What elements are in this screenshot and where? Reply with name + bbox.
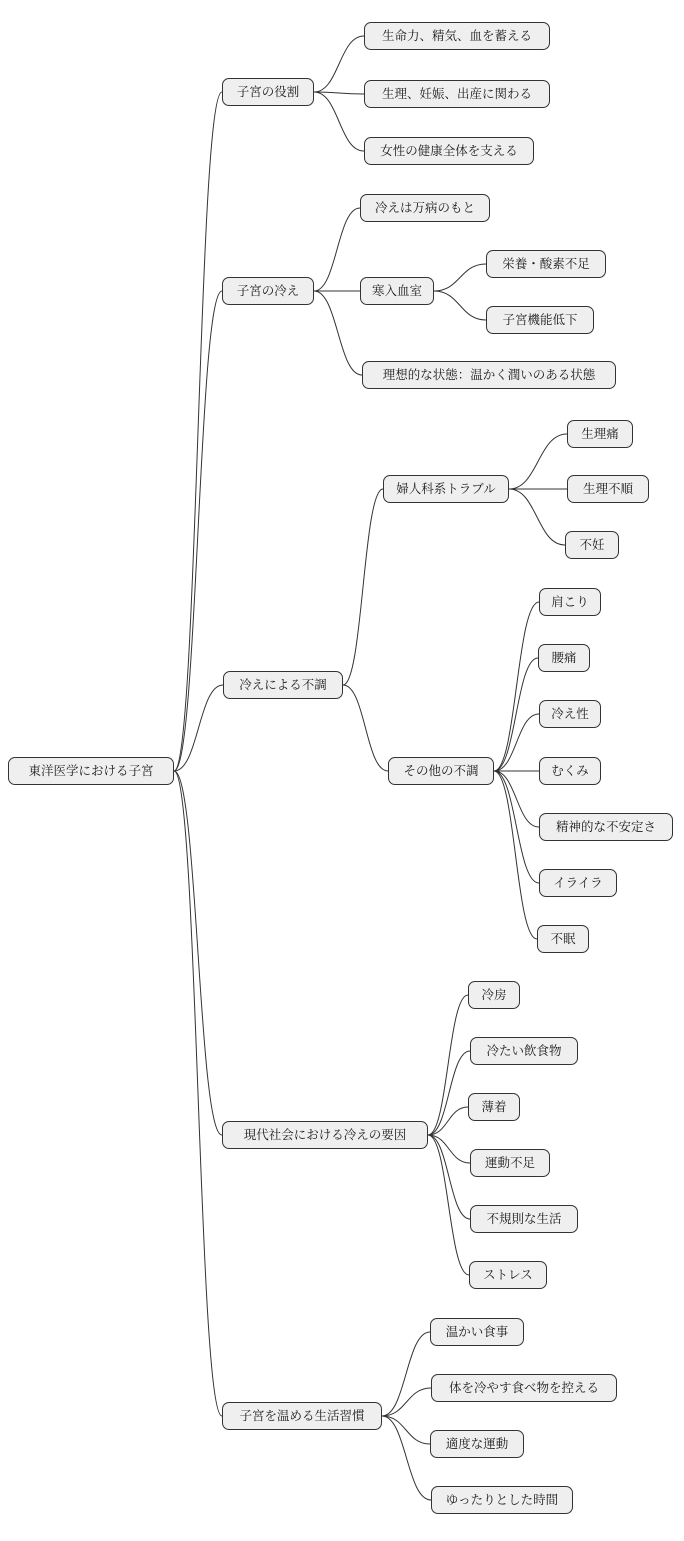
mindmap-node-b3c2d[interactable]: むくみ: [539, 757, 601, 785]
mindmap-edge: [428, 1135, 470, 1163]
mindmap-edge: [494, 714, 539, 771]
mindmap-edge: [428, 1107, 468, 1135]
mindmap-node-b2c1[interactable]: 冷えは万病のもと: [360, 194, 490, 222]
mindmap-node-b5c3[interactable]: 適度な運動: [430, 1430, 524, 1458]
mindmap-node-b3c1c[interactable]: 不妊: [565, 531, 619, 559]
mindmap-node-b5c4[interactable]: ゆったりとした時間: [431, 1486, 573, 1514]
mindmap-edge: [428, 1135, 469, 1275]
mindmap-node-b3[interactable]: 冷えによる不調: [223, 671, 343, 699]
mindmap-edge: [174, 771, 222, 1416]
mindmap-node-b4c5[interactable]: 不規則な生活: [470, 1205, 578, 1233]
mindmap-node-b1c1[interactable]: 生命力、精気、血を蓄える: [364, 22, 550, 50]
mindmap-node-b3c1[interactable]: 婦人科系トラブル: [383, 475, 509, 503]
mindmap-node-b2c2b[interactable]: 子宮機能低下: [486, 306, 594, 334]
mindmap-edge: [428, 1135, 470, 1219]
mindmap-edge: [314, 36, 364, 92]
mindmap-edge: [314, 208, 360, 291]
mindmap-node-b4c3[interactable]: 薄着: [468, 1093, 520, 1121]
mindmap-node-b3c1a[interactable]: 生理痛: [567, 420, 633, 448]
mindmap-edge: [174, 291, 222, 771]
mindmap-node-b4c4[interactable]: 運動不足: [470, 1149, 550, 1177]
mindmap-edge: [494, 658, 538, 771]
mindmap-edge: [494, 602, 539, 771]
mindmap-node-b4[interactable]: 現代社会における冷えの要因: [222, 1121, 428, 1149]
mindmap-node-b3c2c[interactable]: 冷え性: [539, 700, 601, 728]
mindmap-edge: [314, 92, 364, 94]
mindmap-node-root[interactable]: 東洋医学における子宮: [8, 757, 174, 785]
mindmap-edge: [343, 489, 383, 685]
mindmap-node-b2[interactable]: 子宮の冷え: [222, 277, 314, 305]
mindmap-edge: [382, 1416, 431, 1500]
mindmap-node-b3c2a[interactable]: 肩こり: [539, 588, 601, 616]
mindmap-edge: [509, 434, 567, 489]
mindmap-edge: [382, 1332, 430, 1416]
mindmap-node-b3c2[interactable]: その他の不調: [388, 757, 494, 785]
mindmap-edge: [494, 771, 539, 827]
mindmap-edge: [494, 771, 537, 939]
mindmap-edge: [434, 291, 486, 320]
mindmap-node-b2c2[interactable]: 寒入血室: [360, 277, 434, 305]
mindmap-node-b5c1[interactable]: 温かい食事: [430, 1318, 524, 1346]
mindmap-node-b2c2a[interactable]: 栄養・酸素不足: [486, 250, 606, 278]
mindmap-edge: [343, 685, 388, 771]
mindmap-node-b1c2[interactable]: 生理、妊娠、出産に関わる: [364, 80, 550, 108]
mindmap-edge: [314, 291, 362, 375]
mindmap-node-b4c1[interactable]: 冷房: [468, 981, 520, 1009]
mindmap-edge: [428, 1051, 470, 1135]
mindmap-node-b5c2[interactable]: 体を冷やす食べ物を控える: [431, 1374, 617, 1402]
mindmap-node-b3c1b[interactable]: 生理不順: [567, 475, 649, 503]
mindmap-node-b3c2b[interactable]: 腰痛: [538, 644, 590, 672]
mindmap-node-b4c2[interactable]: 冷たい飲食物: [470, 1037, 578, 1065]
mindmap-node-b4c6[interactable]: ストレス: [469, 1261, 547, 1289]
mindmap-edge: [428, 995, 468, 1135]
mindmap-node-b3c2e[interactable]: 精神的な不安定さ: [539, 813, 673, 841]
mindmap-node-b2c3[interactable]: 理想的な状態：温かく潤いのある状態: [362, 361, 616, 389]
mindmap-edge: [382, 1416, 430, 1444]
mindmap-edge: [494, 771, 539, 883]
mindmap-edge: [174, 685, 223, 771]
mindmap-node-b1c3[interactable]: 女性の健康全体を支える: [364, 137, 534, 165]
mindmap-node-b3c2f[interactable]: イライラ: [539, 869, 617, 897]
mindmap-edge: [314, 92, 364, 151]
mindmap-edge: [174, 771, 222, 1135]
mindmap-node-b5[interactable]: 子宮を温める生活習慣: [222, 1402, 382, 1430]
mindmap-node-b1[interactable]: 子宮の役割: [222, 78, 314, 106]
mindmap-edge: [434, 264, 486, 291]
mindmap-edge: [382, 1388, 431, 1416]
mindmap-node-b3c2g[interactable]: 不眠: [537, 925, 589, 953]
mindmap-edge: [509, 489, 565, 545]
mindmap-edge: [174, 92, 222, 771]
